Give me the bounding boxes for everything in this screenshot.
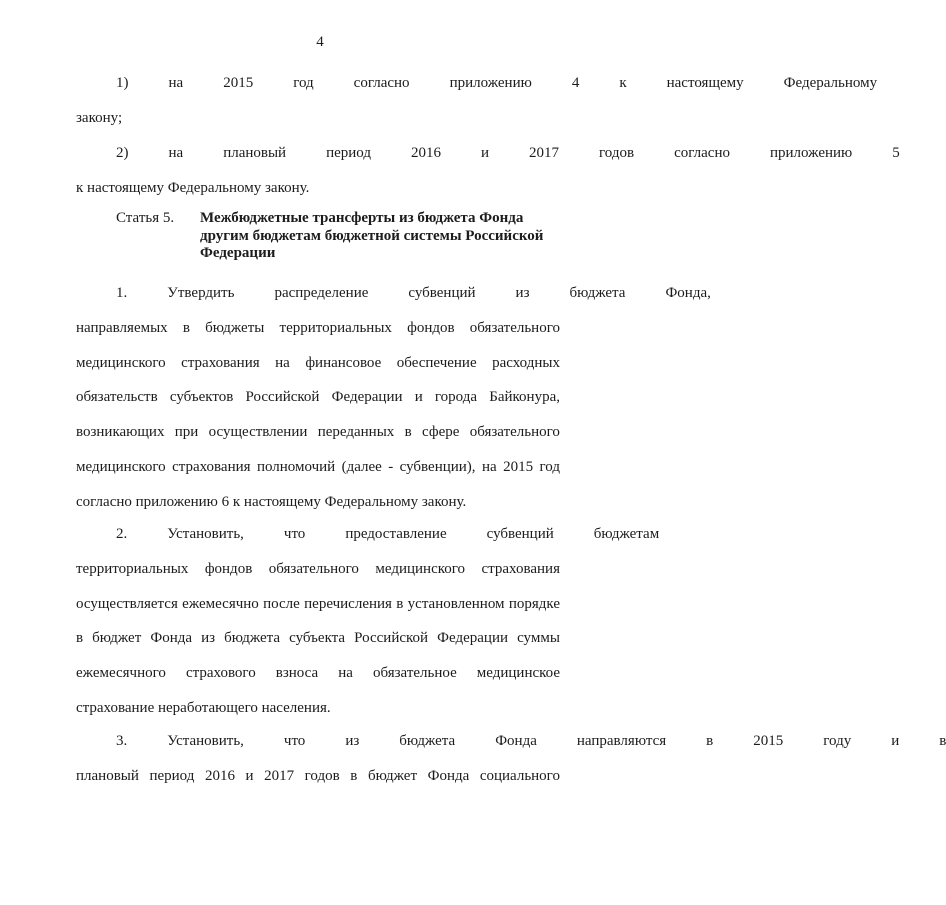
paragraph-1-line-2: направляемых в бюджеты территориальных фондов обязательного: [76, 319, 560, 336]
paragraph-3-line-1: 3. Установить, что из бюджета Фонда направляются в 2015 году и в: [116, 733, 946, 749]
paragraph-3: [76, 724, 946, 794]
paragraph-2-line-4: в бюджет Фонда из бюджета субъекта Российской Федерации суммы: [76, 630, 560, 647]
paragraph-1-line-4: обязательств субъектов Российской Федерации и города Байконура,: [76, 389, 560, 406]
paragraph-1-line-5: возникающих при осуществлении переданных в сфере обязательного: [76, 424, 560, 441]
paragraph-2-line-3: осуществляется ежемесячно после перечисления в установленном порядке: [76, 595, 560, 612]
article-label: Статья 5.: [116, 210, 175, 226]
article-title-line-3: Федерации: [200, 245, 276, 261]
paragraph-1-line-7: согласно приложению 6 к настоящему Федеральному закону.: [76, 493, 467, 510]
paragraph-3-line-2: плановый период 2016 и 2017 годов в бюджет Фонда социального: [76, 767, 560, 784]
paragraph-1-line-3: медицинского страхования на финансовое обеспечение расходных: [76, 354, 560, 371]
list-item-2-line-1: 2) на плановый период 2016 и 2017 годов согласно приложению 5: [116, 145, 900, 161]
paragraph-1-line-1: 1. Утвердить распределение субвенций из бюджета Фонда,: [116, 285, 711, 301]
page-number: 4: [316, 34, 324, 50]
paragraph-2: [76, 517, 660, 726]
list-item-2: [76, 136, 900, 206]
paragraph-1: [76, 276, 711, 520]
paragraph-2-line-2: территориальных фондов обязательного медицинского страхования: [76, 560, 560, 577]
list-item-1: [76, 66, 878, 136]
paragraph-2-line-6: страхование неработающего населения.: [76, 699, 331, 716]
list-item-1-line-2: закону;: [76, 109, 123, 126]
list-item-1-line-1: 1) на 2015 год согласно приложению 4 к настоящему Федеральному: [116, 75, 878, 91]
article-title-line-1: Межбюджетные трансферты из бюджета Фонда: [200, 210, 524, 226]
list-item-2-line-2: к настоящему Федеральному закону.: [76, 179, 310, 196]
paragraph-2-line-5: ежемесячного страхового взноса на обязательное медицинское: [76, 665, 560, 682]
article-title-line-2: другим бюджетам бюджетной системы Российской: [200, 227, 544, 244]
paragraph-2-line-1: 2. Установить, что предоставление субвенций бюджетам: [116, 526, 660, 542]
paragraph-1-line-6: медицинского страхования полномочий (далее - субвенции), на 2015 год: [76, 458, 560, 475]
article-title: [200, 210, 566, 263]
